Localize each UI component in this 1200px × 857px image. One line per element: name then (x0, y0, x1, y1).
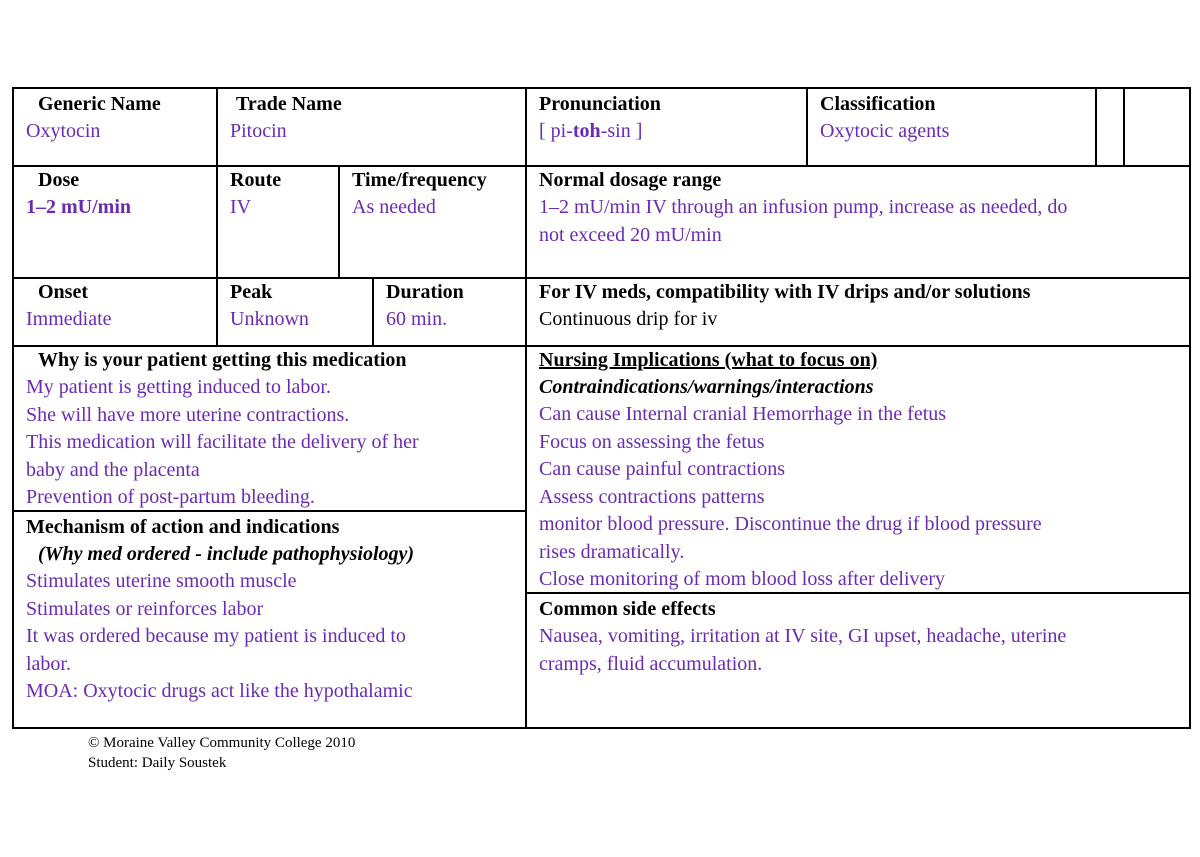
classification-label: Classification (820, 93, 936, 115)
side-effects-label: Common side effects (539, 598, 716, 620)
pronunciation-post: -sin ] (600, 120, 643, 142)
copyright-text: © Moraine Valley Community College 2010 (88, 735, 356, 751)
onset-value: Immediate (26, 308, 112, 330)
why-line: My patient is getting induced to labor. (26, 376, 331, 398)
pronunciation-stress: toh (572, 120, 601, 142)
why-line: She will have more uterine contractions. (26, 403, 350, 426)
classification-cell (806, 87, 1097, 167)
mechanism-line: MOA: Oxytocic drugs act like the hypothalamic (26, 680, 413, 702)
mechanism-sublabel: (Why med ordered - include pathophysiology) (38, 543, 415, 565)
nursing-line: Can cause Internal cranial Hemorrhage in the fetus (539, 403, 947, 425)
normal-dosage-line: not exceed 20 mU/min (539, 223, 722, 246)
generic-name-label: Generic Name (38, 93, 161, 115)
classification-value: Oxytocic agents (820, 120, 950, 142)
mechanism-line: Stimulates or reinforces labor (26, 597, 264, 620)
generic-name-value: Oxytocin (26, 120, 101, 142)
student-name: Student: Daily Soustek (88, 755, 227, 771)
time-frequency-cell (338, 165, 527, 279)
mechanism-cell (12, 510, 527, 729)
mechanism-line: It was ordered because my patient is induced to (26, 625, 406, 647)
trade-name-label: Trade Name (236, 93, 342, 115)
side-effects-line: Nausea, vomiting, irritation at IV site, GI upset, headache, uterine (539, 625, 1067, 647)
trade-name-value: Pitocin (230, 120, 287, 142)
pronunciation-value (539, 118, 796, 146)
side-effects-line: cramps, fluid accumulation. (539, 652, 763, 675)
nursing-line: Assess contractions patterns (539, 485, 765, 508)
mechanism-line: labor. (26, 652, 71, 675)
empty-cell-2 (1123, 87, 1191, 167)
nursing-cell (525, 345, 1191, 594)
nursing-label: Nursing Implications (what to focus on) (539, 349, 878, 371)
empty-cell-1 (1095, 87, 1125, 167)
peak-value: Unknown (230, 308, 309, 330)
time-frequency-label: Time/frequency (352, 169, 487, 191)
iv-compat-label: For IV meds, compatibility with IV drips and/or solutions (539, 281, 1031, 303)
trade-name-cell (216, 87, 527, 167)
side-effects-cell (525, 592, 1191, 729)
dose-value: 1–2 mU/min (26, 196, 131, 218)
pronunciation-cell (525, 87, 808, 167)
nursing-sublabel: Contraindications/warnings/interactions (539, 376, 874, 398)
duration-label: Duration (386, 281, 464, 303)
mechanism-label: Mechanism of action and indications (26, 516, 340, 538)
dose-label: Dose (38, 169, 80, 191)
nursing-line: monitor blood pressure. Discontinue the drug if blood pressure (539, 513, 1042, 535)
iv-compat-value: Continuous drip for iv (539, 308, 718, 330)
pronunciation-label: Pronunciation (539, 93, 661, 115)
onset-label: Onset (38, 281, 88, 303)
route-cell (216, 165, 340, 279)
why-line: Prevention of post-partum bleeding. (26, 486, 315, 508)
normal-dosage-cell (525, 165, 1191, 279)
iv-compat-cell (525, 277, 1191, 347)
duration-value: 60 min. (386, 308, 448, 330)
normal-dosage-label: Normal dosage range (539, 169, 722, 191)
nursing-line: rises dramatically. (539, 540, 685, 563)
nursing-line: Close monitoring of mom blood loss after delivery (539, 568, 946, 590)
medication-card (12, 87, 1191, 729)
route-label: Route (230, 169, 282, 191)
nursing-line: Focus on assessing the fetus (539, 430, 765, 453)
normal-dosage-line: 1–2 mU/min IV through an infusion pump, increase as needed, do (539, 196, 1068, 218)
peak-cell (216, 277, 374, 347)
nursing-line: Can cause painful contractions (539, 458, 786, 480)
why-line: baby and the placenta (26, 458, 200, 481)
duration-cell (372, 277, 527, 347)
mechanism-line: Stimulates uterine smooth muscle (26, 570, 297, 592)
time-frequency-value: As needed (352, 196, 436, 218)
footer (88, 733, 355, 773)
why-label: Why is your patient getting this medication (38, 349, 407, 371)
dose-cell (12, 165, 218, 279)
why-line: This medication will facilitate the delivery of her (26, 431, 419, 453)
why-cell (12, 345, 527, 512)
onset-cell (12, 277, 218, 347)
generic-name-cell (12, 87, 218, 167)
route-value: IV (230, 196, 252, 218)
peak-label: Peak (230, 281, 273, 303)
pronunciation-pre: [ pi- (539, 120, 573, 142)
